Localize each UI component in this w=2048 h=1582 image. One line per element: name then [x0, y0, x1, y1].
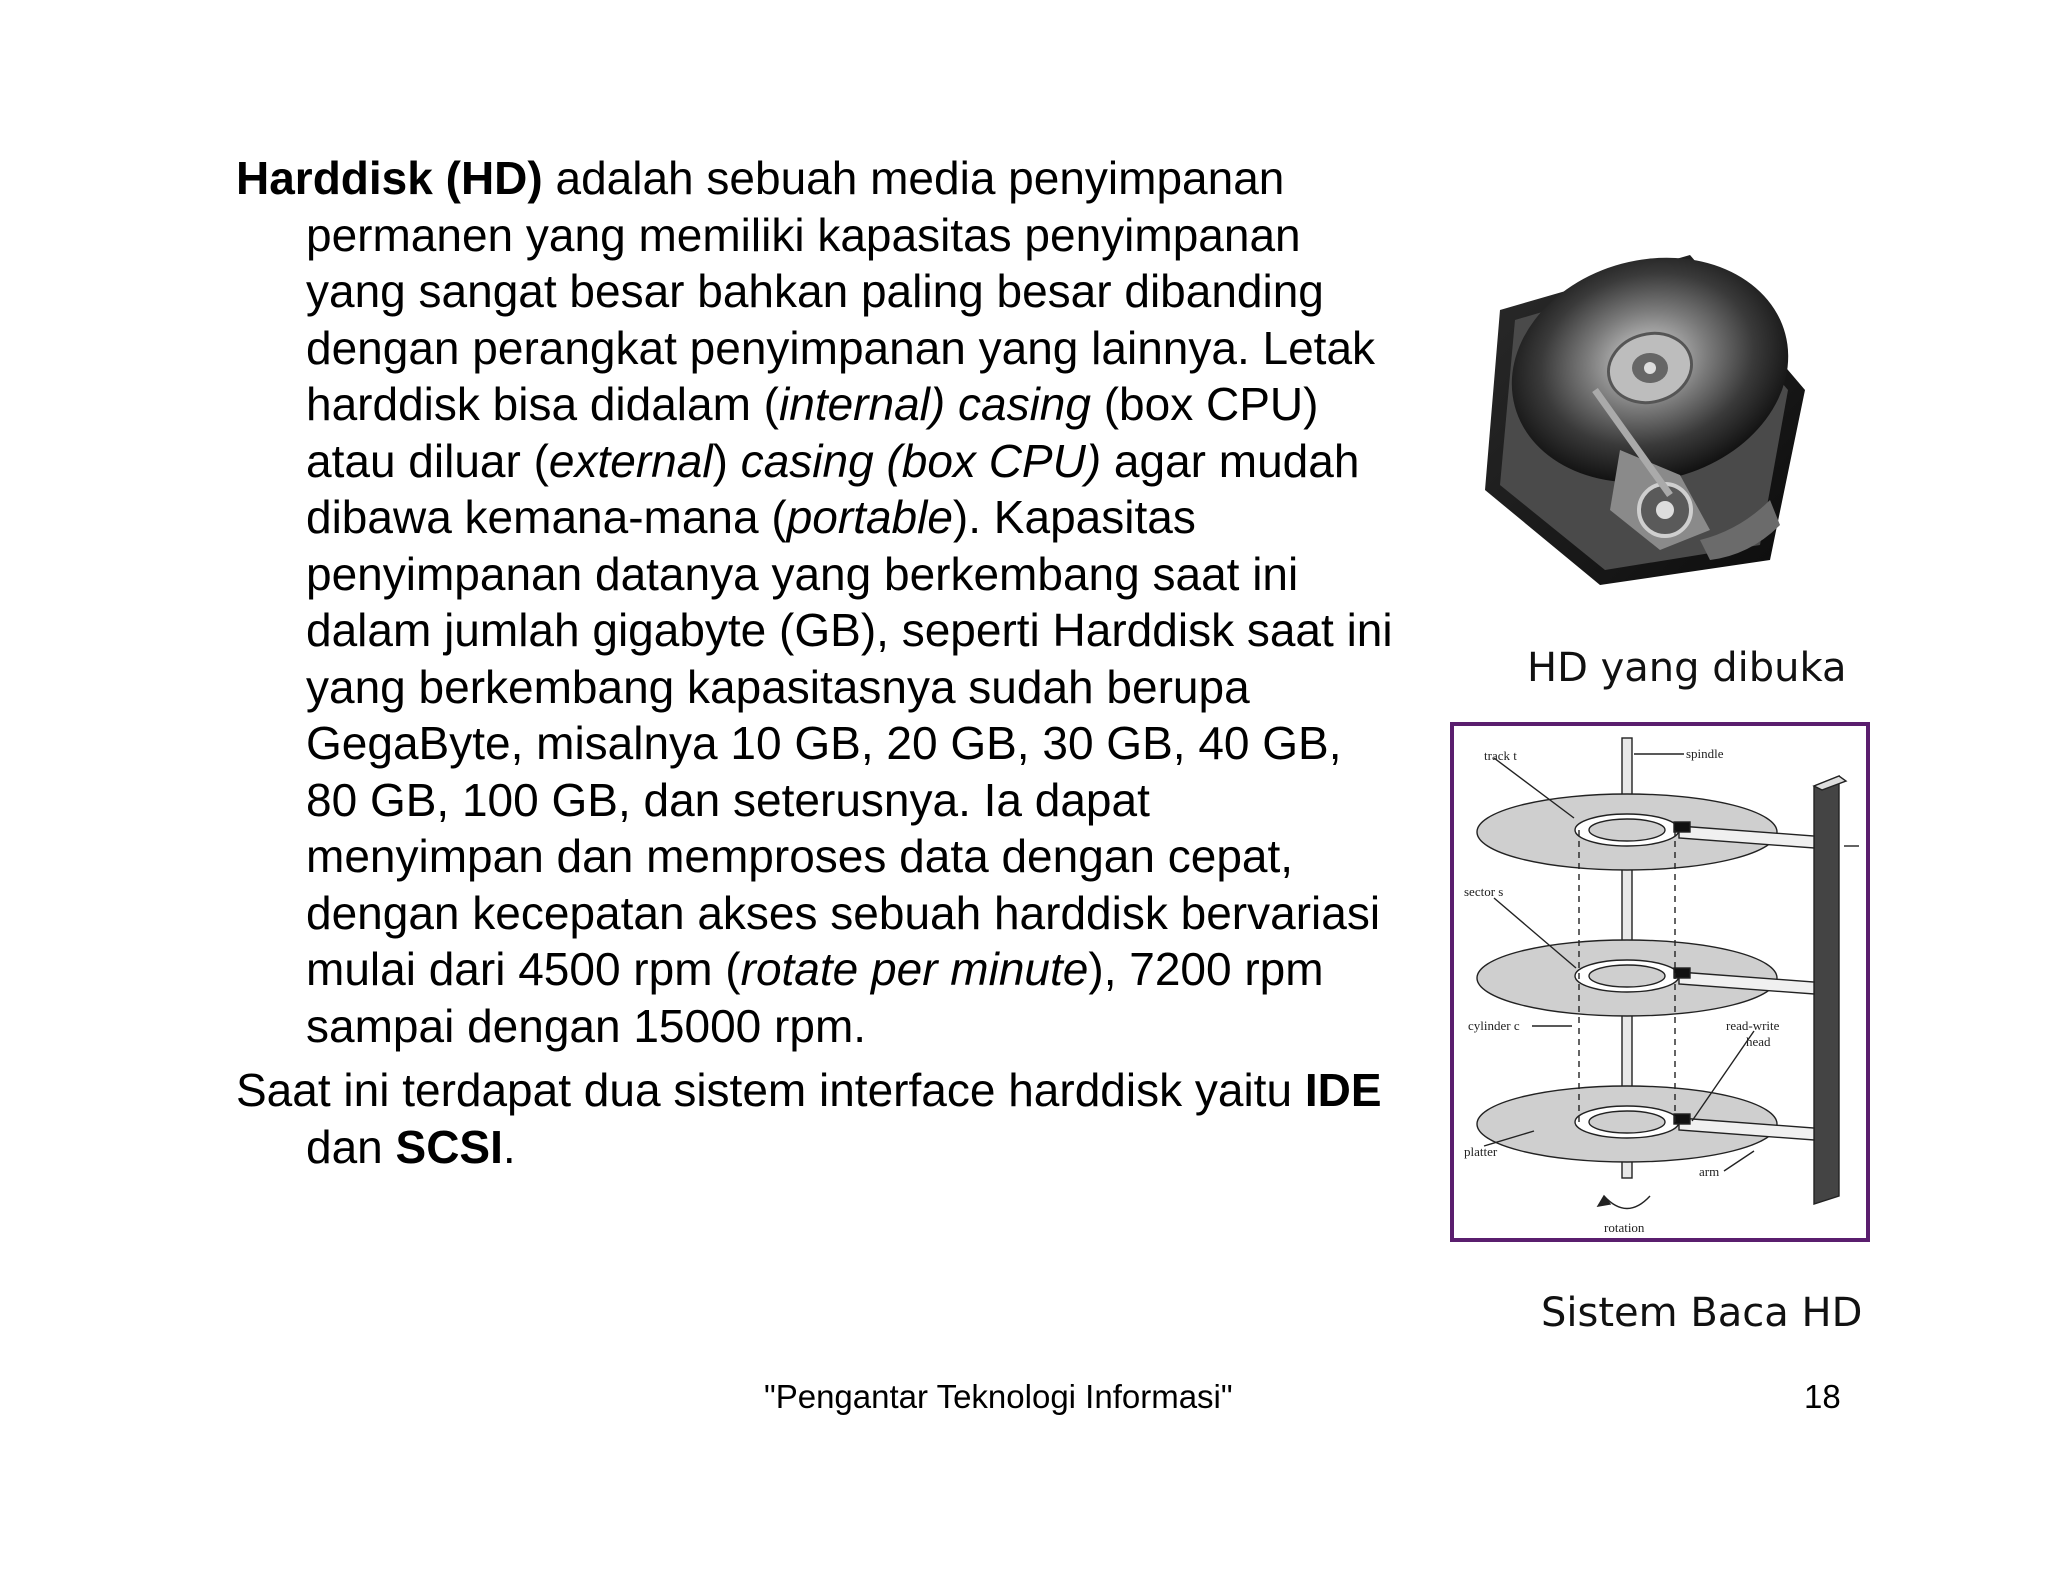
text-run: ), 7200 rpm sampai dengan 15000 rpm. — [306, 943, 1324, 1052]
italic-run: rotate per minute — [740, 943, 1089, 995]
italic-run: external — [548, 434, 713, 487]
label-rotation: rotation — [1604, 1220, 1645, 1235]
hd-photo-caption: HD yang dibuka — [1527, 645, 1847, 691]
diagram-caption: Sistem Baca HD — [1541, 1290, 1863, 1336]
label-cylinder: cylinder c — [1468, 1018, 1520, 1033]
slide-body — [236, 150, 1396, 1175]
label-arm: arm — [1699, 1164, 1720, 1179]
footer-title: "Pengantar Teknologi Informasi" — [764, 1378, 1233, 1415]
text-run: . — [502, 1120, 516, 1173]
label-read-write: read-write — [1726, 1018, 1780, 1033]
text-run: Saat ini terdapat dua sistem interface harddisk yaitu — [236, 1064, 1305, 1116]
read-system-diagram — [1450, 722, 1870, 1242]
italic-run: portable — [786, 491, 953, 543]
label-spindle: spindle — [1686, 746, 1724, 761]
text-run: ). Kapasitas penyimpanan datanya yang berkembang saat ini dalam jumlah gigabyte (GB), seperti Harddisk saat ini yang berkembang kapasitasnya sudah berupa GegaByte, misalnya 10 GB, 20 GB, 30 GB, 40 GB, 80 GB, 100 GB, dan seterusnya. Ia dapat menyimpan dan memproses data dengan cepat, dengan kecepatan akses sebuah harddisk bervariasi mulai dari 4500 rpm ( — [306, 491, 1393, 995]
text-run: adalah sebuah media penyimpanan permanen yang memiliki kapasitas penyimpanan yang sangat besar bahkan paling besar dibanding dengan perangkat penyimpanan yang lainnya. Letak harddisk bisa didalam ( — [306, 152, 1376, 430]
term-ide: IDE — [1304, 1064, 1382, 1116]
paragraph-harddisk-definition — [236, 150, 1396, 1054]
label-head: head — [1746, 1034, 1771, 1049]
term-harddisk: Harddisk (HD) — [236, 152, 543, 204]
text-run: dan — [306, 1120, 396, 1173]
term-scsi: SCSI — [395, 1120, 503, 1173]
label-sector: sector s — [1464, 884, 1504, 899]
page-number: 18 — [1804, 1378, 1841, 1415]
italic-run: casing (box CPU) — [740, 434, 1102, 487]
text-run: ) — [712, 434, 741, 487]
italic-run: internal) casing — [779, 378, 1091, 430]
paragraph-interface — [236, 1062, 1396, 1175]
text-run: (box CPU) atau diluar ( — [306, 378, 1319, 487]
hd-photo — [1470, 240, 1820, 600]
label-platter: platter — [1464, 1144, 1498, 1159]
label-track: track t — [1484, 748, 1517, 763]
text-run: agar mudah dibawa kemana-mana ( — [306, 434, 1360, 543]
